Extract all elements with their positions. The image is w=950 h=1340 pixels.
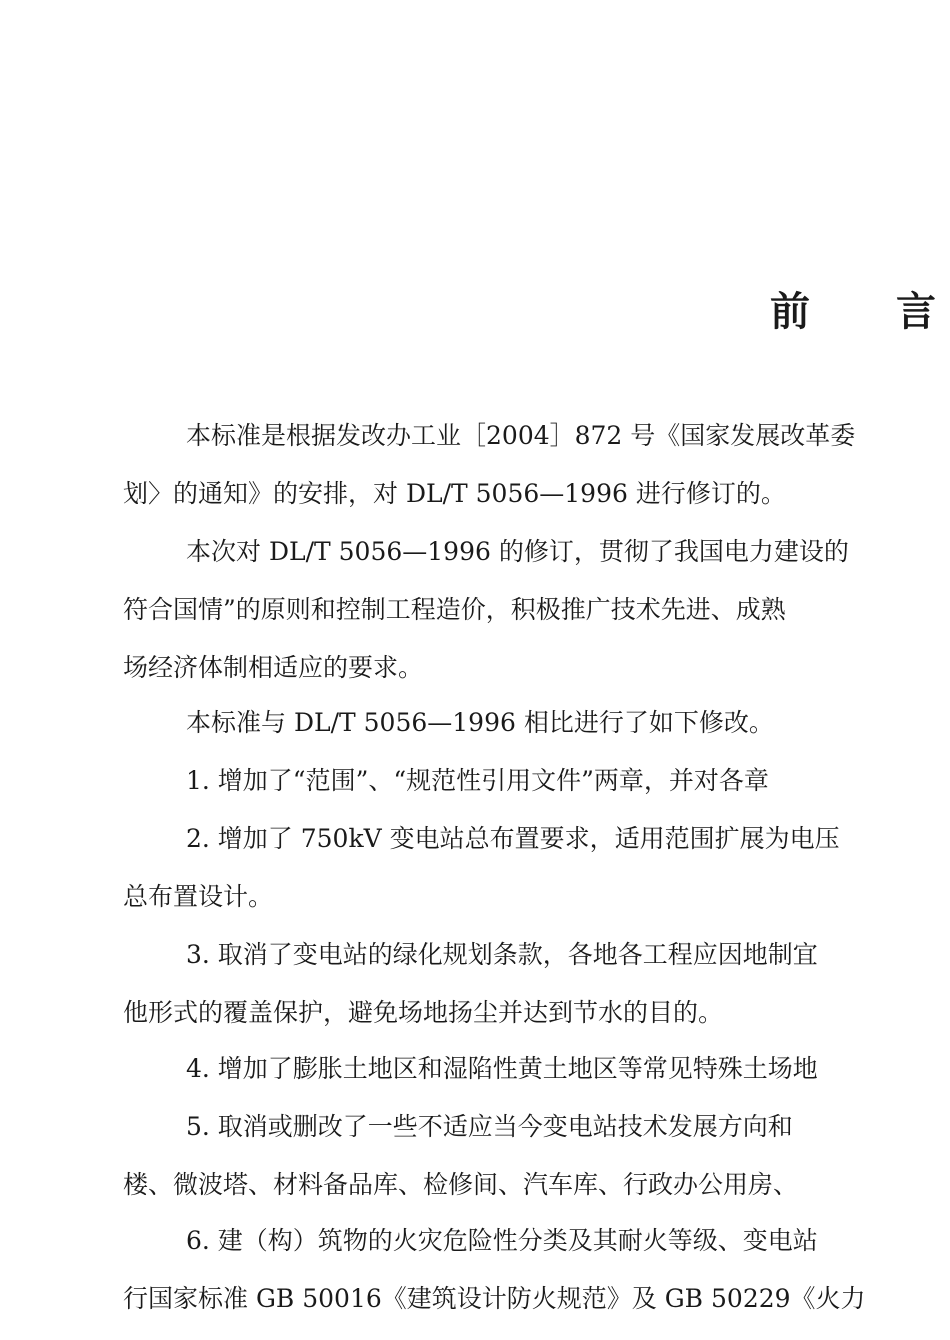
paragraph-line-5: 场经济体制相适应的要求。 [123, 653, 424, 682]
paragraph-line-4: 符合国情”的原则和控制工程造价，积极推广技术先进、成熟 [123, 595, 786, 624]
list-item-6: 6. 建（构）筑物的火灾危险性分类及其耐火等级、变电站 [186, 1226, 818, 1255]
list-item-3-cont: 他形式的覆盖保护，避免场地扬尘并达到节水的目的。 [123, 998, 724, 1027]
list-item-2: 2. 增加了 750kV 变电站总布置要求，适用范围扩展为电压 [186, 824, 840, 853]
list-item-5-cont: 楼、微波塔、材料备品库、检修间、汽车库、行政办公用房、 [123, 1170, 799, 1199]
heading-char-1: 前 [770, 288, 810, 335]
heading-char-2: 言 [896, 288, 936, 335]
list-item-2-cont: 总布置设计。 [123, 882, 274, 911]
list-item-4: 4. 增加了膨胀土地区和湿陷性黄土地区等常见特殊土场地 [186, 1054, 818, 1083]
list-item-5: 5. 取消或删改了一些不适应当今变电站技术发展方向和 [186, 1112, 793, 1141]
paragraph-line-1: 本标准是根据发改办工业［2004］872 号《国家发展改革委 [186, 421, 856, 450]
paragraph-line-6: 本标准与 DL/T 5056—1996 相比进行了如下修改。 [186, 708, 774, 737]
list-item-3: 3. 取消了变电站的绿化规划条款，各地各工程应因地制宜 [186, 940, 818, 969]
list-item-1: 1. 增加了“范围”、“规范性引用文件”两章，并对各章 [186, 766, 769, 795]
list-item-6-cont: 行国家标准 GB 50016《建筑设计防火规范》及 GB 50229《火力 [123, 1284, 866, 1313]
preface-heading [770, 288, 936, 336]
paragraph-line-3: 本次对 DL/T 5056—1996 的修订，贯彻了我国电力建设的 [186, 537, 849, 566]
paragraph-line-2: 划〉的通知》的安排，对 DL/T 5056—1996 进行修订的。 [123, 479, 786, 508]
